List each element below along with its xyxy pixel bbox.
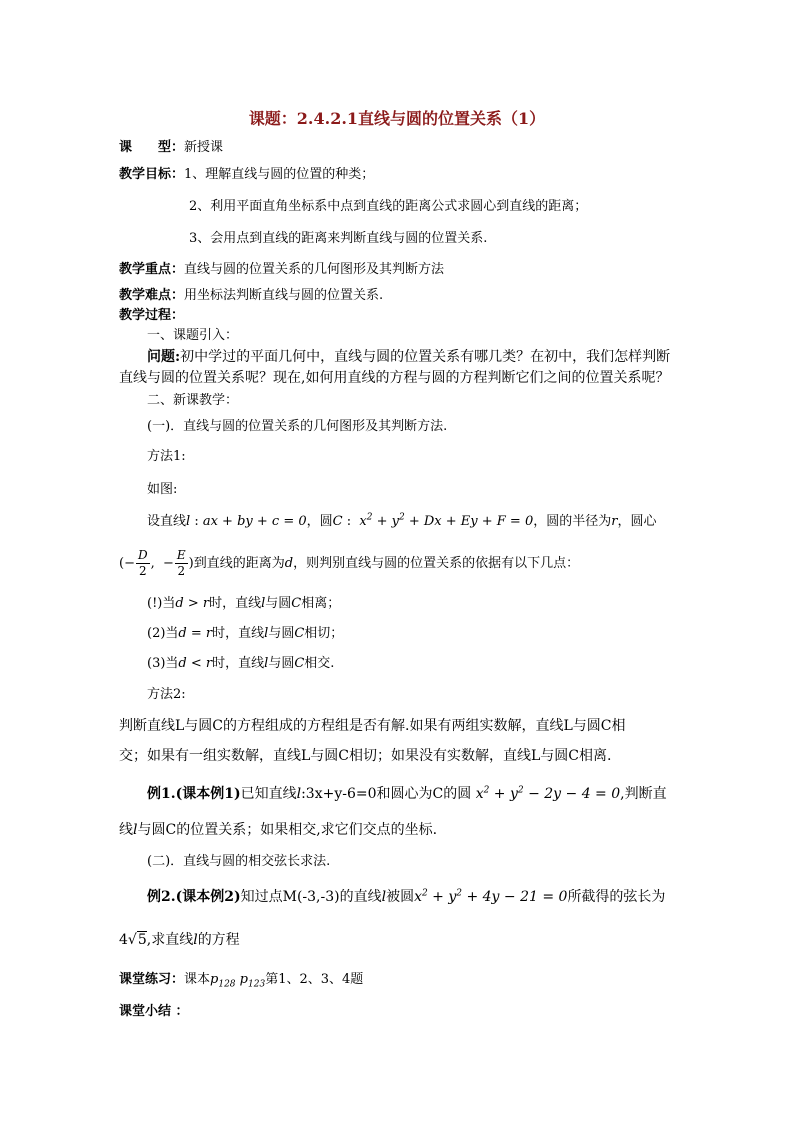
math-circle-equation: $x^2 + y^2 + 4y - 21 = 0$	[414, 888, 568, 905]
setup-text: ，圆	[306, 514, 333, 529]
example-text: 被圆	[386, 889, 415, 905]
practice-row	[119, 972, 363, 988]
math-line-equation: ax + by + c = 0	[202, 514, 307, 529]
math-center-point: (− $\frac{D}{2}$ , − $\frac{E}{2}$ )	[119, 548, 194, 578]
math-line-var: l	[264, 626, 269, 641]
case-text: 相离；	[301, 596, 341, 611]
key-point-value: 直线与圆的位置关系的几何图形及其判断方法	[184, 262, 445, 277]
math-chord-length: 4√5	[119, 932, 147, 948]
part1-heading: (一)．直线与圆的位置关系的几何图形及其判断方法.	[147, 419, 448, 434]
setup-text: 设直线	[147, 514, 187, 529]
case-text: 时，直线	[212, 626, 265, 641]
example2-line-2	[119, 932, 240, 948]
math-line-var: l	[193, 932, 198, 948]
setup-text: ，圆的半径为	[533, 514, 612, 529]
example-text: 知过点M(-3,-3)的直线	[240, 889, 382, 905]
example1-line-2	[119, 822, 437, 838]
example-text: 线	[119, 822, 133, 838]
objectives-row	[119, 167, 374, 183]
intro-heading: 一、课题引入：	[147, 328, 239, 343]
case-text: 时，直线	[212, 656, 265, 671]
process-label: 教学过程：	[119, 308, 185, 323]
course-type-row	[119, 140, 223, 156]
example-text: 的方程	[197, 932, 240, 948]
question-text: 初中学过的平面几何中，直线与圆的位置关系有哪几类？在初中，我们怎样判断	[180, 349, 671, 365]
math-circle-equation: $x^2 + y^2 + Dx + Ey + F = 0$	[359, 512, 534, 529]
method2-label: 方法2:	[147, 687, 186, 702]
practice-text: 课本	[184, 972, 211, 987]
difficulty-label: 教学难点：	[119, 288, 185, 303]
math-circle-var: C	[332, 514, 343, 529]
math-circle-var: C	[294, 626, 305, 641]
method1-label: 方法1:	[147, 449, 186, 464]
difficulty-value: 用坐标法判断直线与圆的位置关系.	[184, 288, 384, 303]
math-line-var: l	[296, 786, 302, 802]
case-text: 相交.	[304, 656, 335, 671]
math-radius-var: r	[611, 514, 618, 529]
case-1	[147, 596, 340, 612]
math-line-var: l	[264, 656, 269, 671]
objective-item: 1、理解直线与圆的位置的种类；	[184, 167, 375, 182]
case-text: (2)当	[147, 626, 179, 641]
setup-line-2	[119, 548, 579, 579]
key-point-label: 教学重点：	[119, 262, 185, 277]
case-text: 相切；	[304, 626, 344, 641]
case-2	[147, 626, 343, 642]
math-condition: d = r	[178, 626, 213, 641]
case-text: (!)当	[147, 596, 176, 611]
case-text: (3)当	[147, 656, 179, 671]
key-point-row	[119, 262, 444, 278]
case-text: 与圆	[265, 596, 292, 611]
math-line-var: l	[381, 889, 387, 905]
example-text: 已知直线	[240, 786, 297, 802]
practice-label: 课堂练习：	[119, 972, 185, 987]
case-text: 与圆	[268, 626, 295, 641]
intro-question	[147, 349, 670, 365]
example-text: 判断直	[624, 786, 667, 802]
method2-text: 交；如果有一组实数解，直线L与圆C相切；如果没有实数解，直线L与圆C相离.	[119, 748, 612, 764]
example2-line-1	[147, 889, 665, 905]
objective-item: 3、会用点到直线的距离来判断直线与圆的位置关系.	[189, 231, 488, 246]
question-label: 问题:	[147, 349, 181, 365]
example-text: ,求直线	[146, 932, 194, 948]
objectives-label: 教学目标：	[119, 167, 185, 182]
setup-text: ，则判别直线与圆的位置关系的依据有以下几点：	[293, 556, 580, 571]
math-condition: d < r	[178, 656, 213, 671]
math-line-var: l	[186, 514, 191, 529]
course-type-label: 课 型：	[119, 140, 185, 155]
math-distance-var: d	[284, 556, 294, 571]
example1-line-1: 例1.(课本例1)已知直线l:3x+y-6=0和圆心为C的圆 $x^2 + y^2 - 2y - 4 = 0$,判断直	[147, 785, 667, 802]
example-text: :3x+y-6=0和圆心为C的圆	[301, 786, 472, 802]
objective-item: 2、利用平面直角坐标系中点到直线的距离公式求圆心到直线的距离；	[189, 199, 588, 214]
case-text: 时，直线	[209, 596, 262, 611]
math-condition: d > r	[175, 596, 210, 611]
summary-label: 课堂小结 ：	[119, 1004, 189, 1019]
question-text: 直线与圆的位置关系呢？现在,如何用直线的方程与圆的方程判断它们之间的位置关系呢？	[119, 370, 670, 386]
math-line-var: l	[133, 822, 138, 838]
part2-heading: (二)．直线与圆的相交弦长求法.	[147, 854, 331, 869]
example2-label: 例2.(课本例2)	[147, 889, 241, 905]
setup-line-1: 设直线l : ax + by + c = 0，圆C : $x^2 + y^2 + Dx + Ey + F = 0$，圆的半径为r，圆心	[147, 512, 657, 529]
practice-text: 第1、2、3、4题	[265, 972, 364, 987]
example-text: 所截得的弦长为	[567, 889, 666, 905]
math-page-ref: $p_{128}$ $p_{123}$	[210, 972, 266, 990]
math-circle-equation: $x^2 + y^2 - 2y - 4 = 0$	[475, 785, 621, 802]
case-3	[147, 656, 334, 672]
case-text: 与圆	[268, 656, 295, 671]
example-text: 与圆C的位置关系；如果相交,求它们交点的坐标.	[137, 822, 438, 838]
math-line-var: l	[261, 596, 266, 611]
course-type-value: 新授课	[184, 140, 224, 155]
difficulty-row	[119, 288, 383, 304]
setup-text: 到直线的距离为	[193, 556, 285, 571]
figure-label: 如图:	[147, 482, 178, 497]
method2-text: 判断直线L与圆C的方程组成的方程组是否有解.如果有两组实数解，直线L与圆C相	[119, 718, 626, 734]
new-lesson-heading: 二、新课教学：	[147, 393, 239, 408]
math-circle-var: C	[294, 656, 305, 671]
math-circle-var: C	[291, 596, 302, 611]
setup-text: ，圆心	[617, 514, 657, 529]
page-title: 课题：2.4.2.1直线与圆的位置关系（1）	[248, 109, 546, 128]
example1-label: 例1.(课本例1)	[147, 786, 241, 802]
